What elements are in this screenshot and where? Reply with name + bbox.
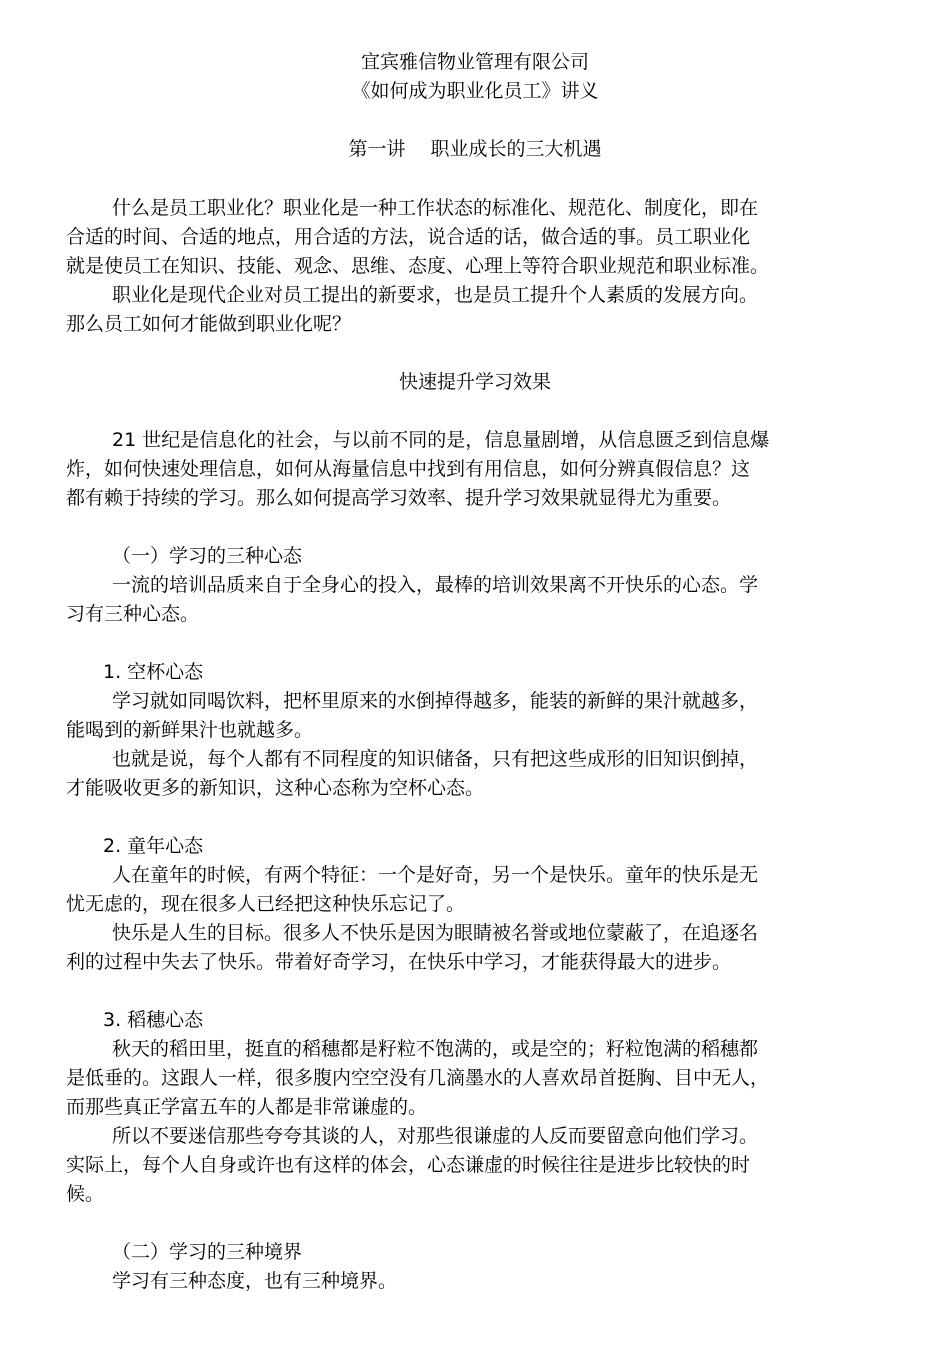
paragraph-line: 学习有三种态度，也有三种境界。: [112, 1270, 398, 1292]
paragraph-line: 人在童年的时候，有两个特征：一个是好奇，另一个是快乐。童年的快乐是无: [112, 864, 759, 886]
paragraph-line: 而那些真正学富五车的人都是非常谦虚的。: [66, 1096, 428, 1118]
paragraph-line: 学习就如同喝饮料，把杯里原来的水倒掉得越多，能装的新鲜的果汁就越多，: [112, 690, 759, 712]
subsection-heading: （二）学习的三种境界: [112, 1241, 303, 1263]
paragraph-line: 是低垂的。这跟人一样，很多腹内空空没有几滴墨水的人喜欢昂首挺胸、目中无人，: [66, 1067, 770, 1089]
paragraph-line: 什么是员工职业化？职业化是一种工作状态的标准化、规范化、制度化，即在: [112, 197, 759, 219]
paragraph-line: 能喝到的新鲜果汁也就越多。: [66, 719, 314, 741]
paragraph-line: 所以不要迷信那些夸夸其谈的人，对那些很谦虚的人反而要留意向他们学习。: [112, 1125, 759, 1147]
item-heading: 2. 童年心态: [103, 835, 204, 857]
paragraph-line: 也就是说，每个人都有不同程度的知识储备，只有把这些成形的旧知识倒掉，: [112, 748, 759, 770]
paragraph-line: 炸，如何快速处理信息，如何从海量信息中找到有用信息，如何分辨真假信息？这: [66, 458, 751, 480]
paragraph-line: 才能吸收更多的新知识，这种心态称为空杯心态。: [66, 777, 485, 799]
paragraph-line: 快乐是人生的目标。很多人不快乐是因为眼睛被名誉或地位蒙蔽了，在追逐名: [112, 922, 759, 944]
paragraph-line: 那么员工如何才能做到职业化呢？: [66, 313, 352, 335]
paragraph-line: 候。: [66, 1183, 105, 1205]
paragraph-line: 合适的时间、合适的地点，用合适的方法，说合适的话，做合适的事。员工职业化: [66, 226, 751, 248]
paragraph-line: 实际上，每个人自身或许也有这样的体会，心态谦虚的时候往往是进步比较快的时: [66, 1154, 751, 1176]
item-heading: 1. 空杯心态: [103, 661, 204, 683]
paragraph-line: 秋天的稻田里，挺直的稻穗都是籽粒不饱满的，或是空的；籽粒饱满的稻穗都: [112, 1038, 759, 1060]
lecture-title: 第一讲 职业成长的三大机遇: [348, 138, 602, 160]
document-title: 《如何成为职业化员工》讲义: [351, 80, 599, 102]
paragraph-line: 习有三种心态。: [66, 603, 200, 625]
company-name: 宜宾雅信物业管理有限公司: [360, 51, 589, 73]
paragraph-line: 忧无虑的，现在很多人已经把这种快乐忘记了。: [66, 893, 466, 915]
subsection-heading: （一）学习的三种心态: [112, 545, 303, 567]
paragraph-line: 利的过程中失去了快乐。带着好奇学习，在快乐中学习，才能获得最大的进步。: [66, 951, 732, 973]
paragraph-line: 就是使员工在知识、技能、观念、思维、态度、心理上等符合职业规范和职业标准。: [66, 255, 770, 277]
section-title: 快速提升学习效果: [398, 371, 551, 393]
item-heading: 3. 稻穗心态: [103, 1009, 204, 1031]
paragraph-line: 21 世纪是信息化的社会，与以前不同的是，信息量剧增，从信息匮乏到信息爆: [112, 429, 770, 451]
paragraph-line: 都有赖于持续的学习。那么如何提高学习效率、提升学习效果就显得尤为重要。: [66, 487, 732, 509]
paragraph-line: 职业化是现代企业对员工提出的新要求，也是员工提升个人素质的发展方向。: [112, 284, 759, 306]
paragraph-line: 一流的培训品质来自于全身心的投入，最棒的培训效果离不开快乐的心态。学: [112, 574, 759, 596]
